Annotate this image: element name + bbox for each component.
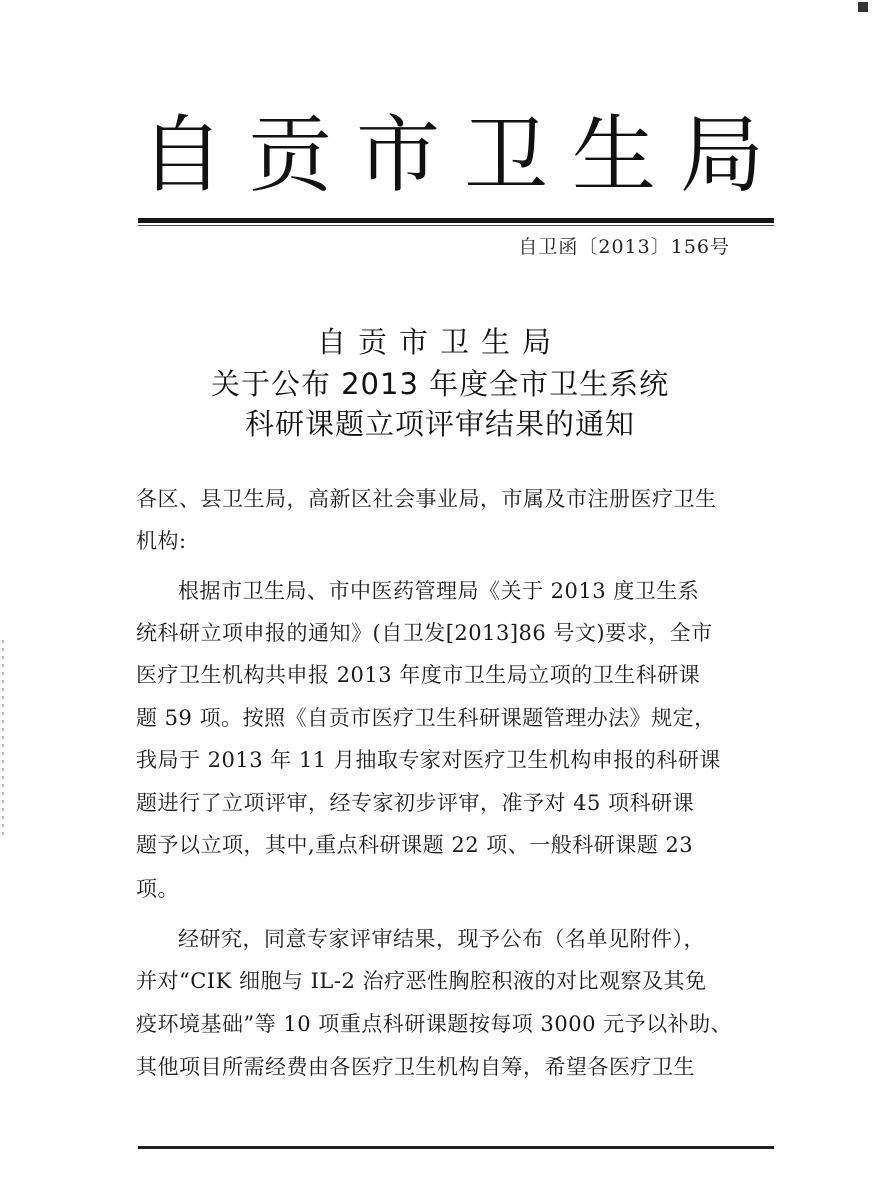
body-line: 题 59 项。按照《自贡市医疗卫生科研课题管理办法》规定， — [136, 706, 716, 730]
body-line: 各区、县卫生局，高新区社会事业局，市属及市注册医疗卫生 — [136, 487, 717, 511]
body-line: 经研究，同意专家评审结果，现予公布（名单见附件）， — [178, 927, 705, 951]
body-line: 机构: — [136, 529, 187, 553]
issuing-organization-header: 自贡市卫生局 — [140, 106, 789, 204]
notice-title-line-2: 关于公布 2013 年度全市卫生系统 — [210, 367, 670, 401]
body-line: 项。 — [136, 877, 179, 901]
body-line: 我局于 2013 年 11 月抽取专家对医疗卫生机构申报的科研课 — [136, 748, 721, 772]
notice-title-line-1: 自贡市卫生局 — [316, 325, 563, 359]
body-line: 统科研立项申报的通知》(自卫发[2013]86 号文)要求，全市 — [136, 621, 713, 645]
body-line: 疫环境基础”等 10 项重点科研课题按每项 3000 元予以补助、 — [136, 1012, 733, 1036]
body-line: 医疗卫生机构共申报 2013 年度市卫生局立项的卫生科研课 — [136, 663, 701, 687]
notice-title-line-3: 科研课题立项评审结果的通知 — [244, 407, 635, 441]
body-line: 题进行了立项评审，经专家初步评审，准予对 45 项科研课 — [136, 791, 695, 815]
header-rule-thick — [138, 218, 774, 223]
body-line: 并对“CIK 细胞与 IL-2 治疗恶性胸腔积液的对比观察及其免 — [136, 969, 707, 993]
footer-rule — [138, 1146, 774, 1149]
body-line: 根据市卫生局、市中医药管理局《关于 2013 度卫生系 — [178, 579, 700, 603]
body-line: 其他项目所需经费由各医疗卫生机构自筹，希望各医疗卫生 — [136, 1055, 695, 1079]
document-number: 自卫函〔2013〕156号 — [518, 236, 730, 258]
scan-mark — [858, 2, 868, 12]
header-rule-thin — [138, 225, 774, 226]
scan-edge-noise — [2, 640, 4, 840]
body-line: 题予以立项，其中,重点科研课题 22 项、一般科研课题 23 — [136, 833, 694, 857]
